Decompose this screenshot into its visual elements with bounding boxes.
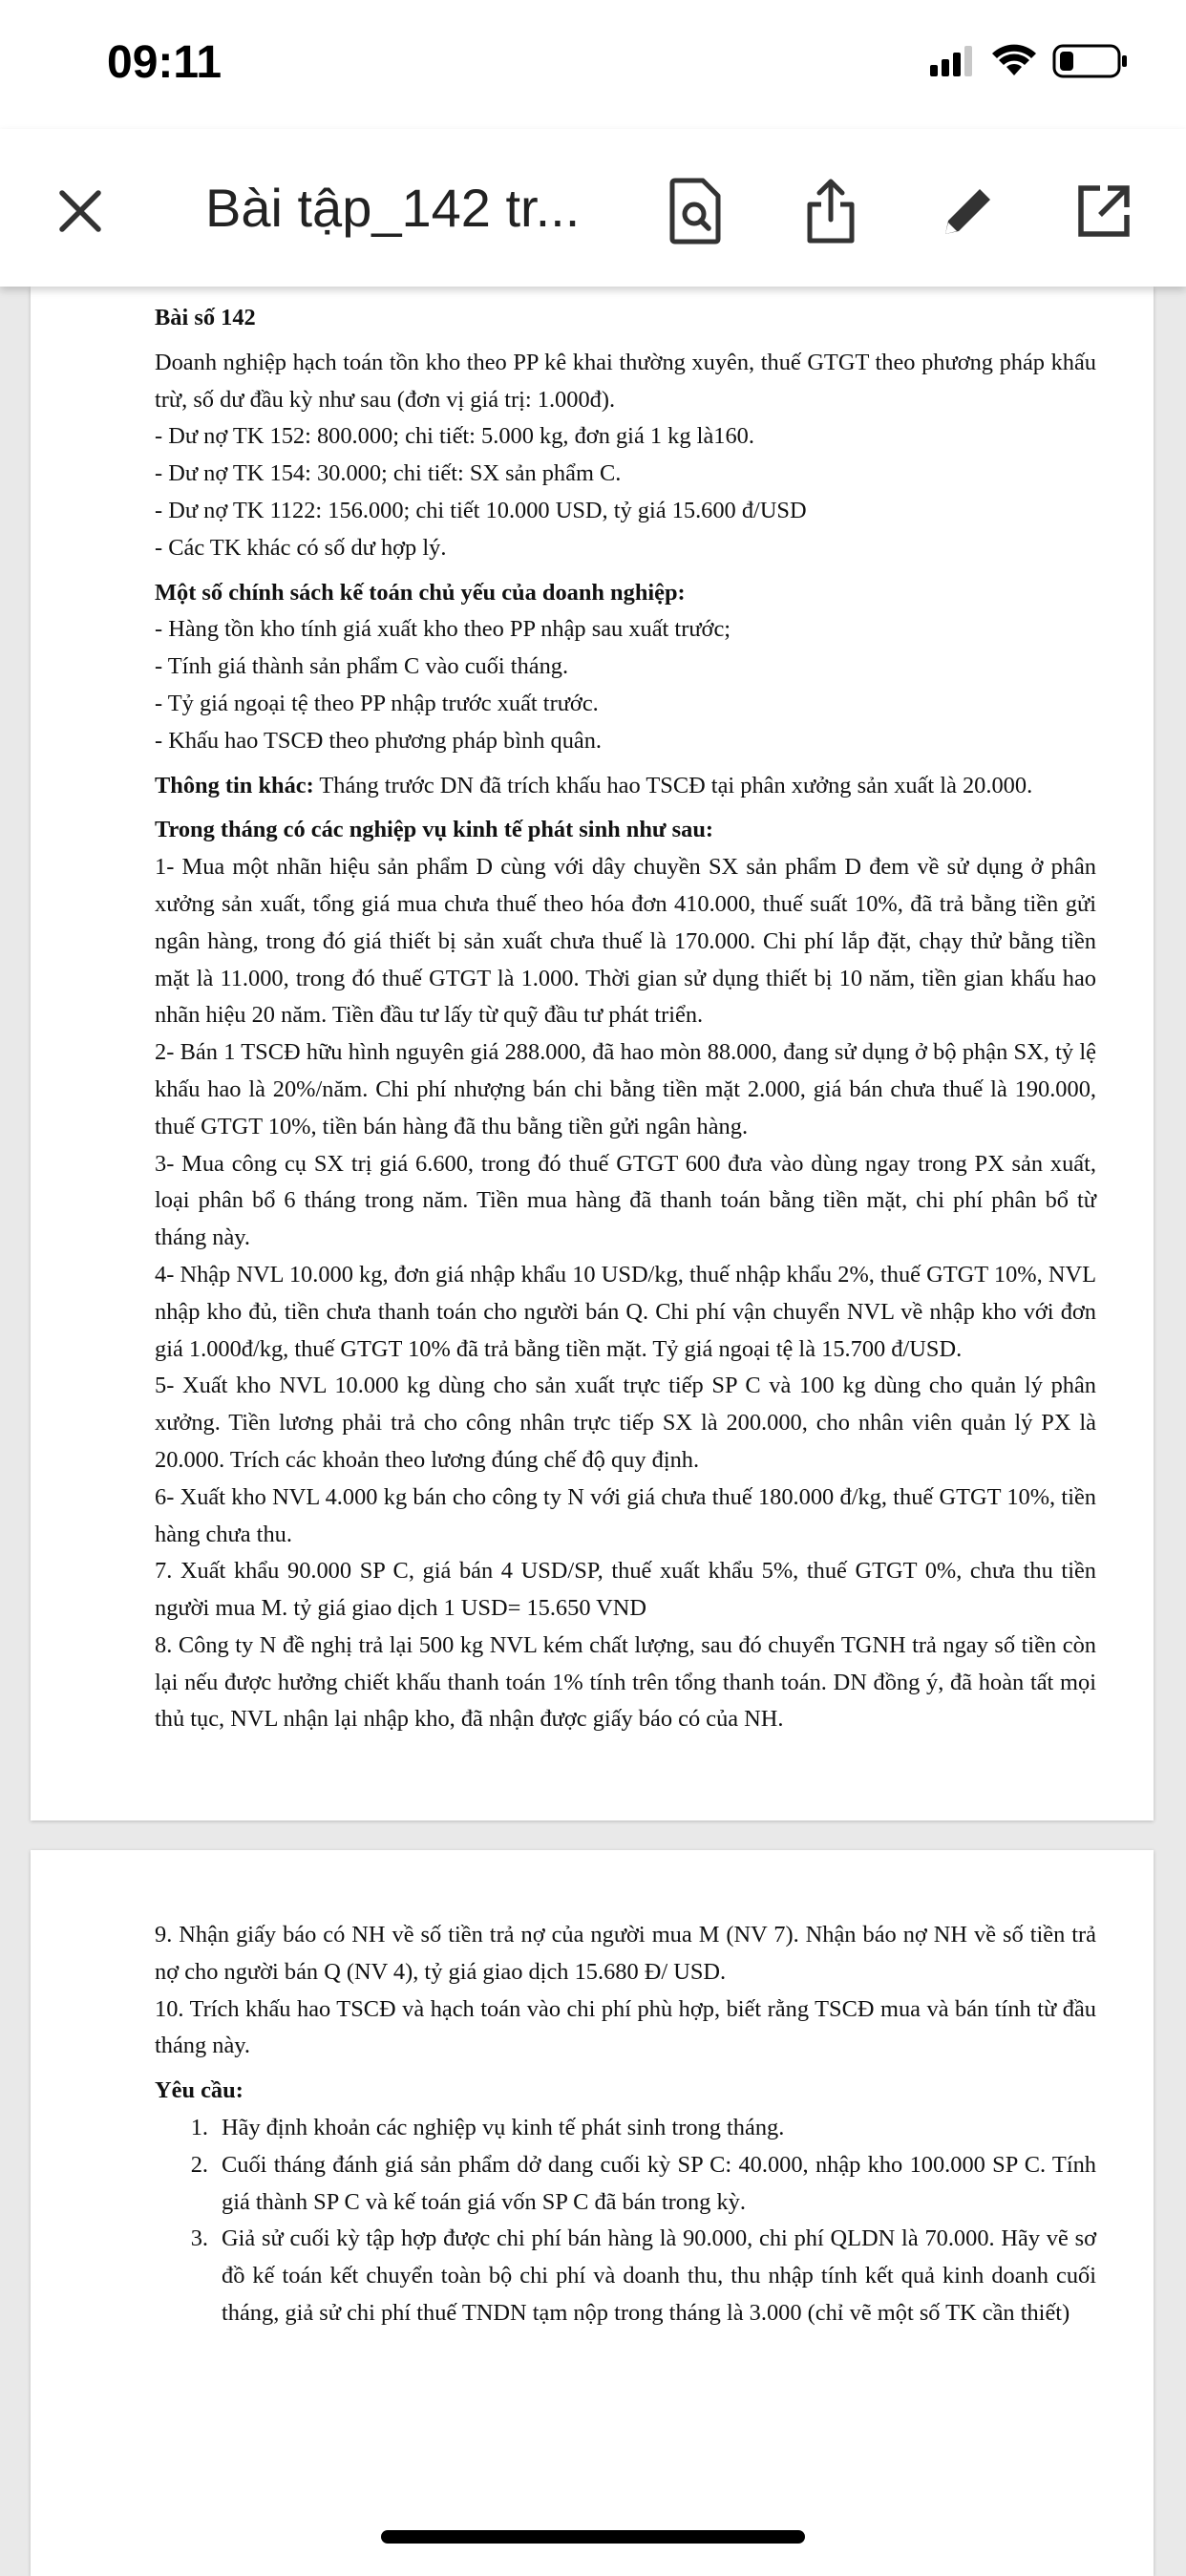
balance-line: - Các TK khác có số dư hợp lý. [155, 534, 447, 561]
transaction-item: 6- Xuất kho NVL 4.000 kg bán cho công ty N với giá chưa thuế 180.000 đ/kg, thuế GTGT 10%, tiền hàng chưa thu. [155, 1483, 1096, 1547]
wifi-icon [991, 44, 1037, 78]
policy-line: - Hàng tồn kho tính giá xuất kho theo PP nhập sau xuất trước; [155, 616, 731, 643]
home-indicator[interactable] [381, 2530, 805, 2544]
edit-button[interactable] [934, 177, 1003, 245]
document-page-2 [31, 1850, 1154, 2576]
policies-heading: Một số chính sách kế toán chủ yếu của doanh nghiệp: [155, 579, 686, 606]
other-info-text: Tháng trước DN đã trích khấu hao TSCĐ tại phân xưởng sản xuất là 20.000. [313, 772, 1033, 798]
transaction-item: 4- Nhập NVL 10.000 kg, đơn giá nhập khẩu 10 USD/kg, thuế nhập khẩu 2%, thuế GTGT 10%, NVL nhập kho đủ, tiền chưa thanh toán cho người bán Q. Chi phí vận chuyển NVL về nhập kho với đơn giá 1.000đ/kg, thuế GTGT 10% đã trả bằng tiền mặt. Tỷ giá ngoại tệ là 15.700 đ/USD. [155, 1261, 1096, 1362]
other-info-label: Thông tin khác: [155, 772, 314, 798]
requirement-number: 1. [190, 2114, 208, 2140]
requirement-item [155, 2147, 1096, 2222]
app-toolbar [0, 129, 1186, 287]
requirement-item [155, 2110, 1096, 2147]
status-time: 09:11 [107, 37, 222, 88]
requirements-heading: Yêu cầu: [155, 2077, 244, 2104]
exercise-heading: Bài số 142 [155, 305, 256, 330]
search-in-document-button[interactable] [661, 177, 730, 245]
balance-line: - Dư nợ TK 154: 30.000; chi tiết: SX sản phẩm C. [155, 460, 622, 487]
status-bar [0, 0, 1186, 129]
balance-line: - Dư nợ TK 1122: 156.000; chi tiết 10.000 USD, tỷ giá 15.600 đ/USD [155, 497, 807, 523]
pencil-icon [940, 182, 997, 240]
close-icon [56, 187, 104, 235]
policy-line: - Khấu hao TSCĐ theo phương pháp bình quân. [155, 727, 603, 754]
other-info-paragraph [155, 768, 1096, 805]
policy-line: - Tính giá thành sản phẩm C vào cuối tháng. [155, 653, 569, 680]
transaction-item: 9. Nhận giấy báo có NH về số tiền trả nợ của người mua M (NV 7). Nhận báo nợ NH về số tiền trả nợ cho người bán Q (NV 4), tỷ giá giao dịch 15.680 Đ/ USD. [155, 1922, 1096, 1985]
transaction-item: 5- Xuất kho NVL 10.000 kg dùng cho sản xuất trực tiếp SP C và 100 kg dùng cho quản lý phân xưởng. Tiền lương phải trả cho công nhân trực tiếp SX là 200.000, cho nhân viên quản lý PX là 20.000. Trích các khoản theo lương đúng chế độ quy định. [155, 1373, 1096, 1473]
status-icons [928, 42, 1129, 80]
document-title: Bài tập_142 tr... [205, 178, 581, 238]
requirement-number: 3. [190, 2225, 208, 2252]
balance-line: - Dư nợ TK 152: 800.000; chi tiết: 5.000 kg, đơn giá 1 kg là160. [155, 423, 754, 450]
battery-icon [1052, 42, 1129, 80]
cellular-signal-icon [928, 44, 976, 78]
share-button[interactable] [796, 177, 865, 245]
share-icon [804, 178, 858, 245]
requirement-text: Cuối tháng đánh giá sản phẩm dở dang cuối kỳ SP C: 40.000, nhập kho 100.000 SP C. Tính giá thành SP C và kế toán giá vốn SP C đã bán trong kỳ. [222, 2151, 1096, 2215]
requirement-text: Hãy định khoản các nghiệp vụ kinh tế phát sinh trong tháng. [222, 2114, 785, 2140]
transaction-item: 2- Bán 1 TSCĐ hữu hình nguyên giá 288.000, đã hao mòn 88.000, đang sử dụng ở bộ phận SX, tỷ lệ khấu hao là 20%/năm. Chi phí nhượng bán chi bằng tiền mặt 2.000, giá bán chưa thuế là 190.000, thuế GTGT 10%, tiền bán hàng đã thu bằng tiền gửi ngân hàng. [155, 1039, 1096, 1139]
transaction-item: 1- Mua một nhãn hiệu sản phẩm D cùng với dây chuyền SX sản phẩm D đem về sử dụng ở phân xưởng sản xuất, tổng giá mua chưa thuế theo hóa đơn 410.000, thuế suất 10%, đã trả bằng tiền gửi ngân hàng, trong đó giá thiết bị sản xuất chưa thuế là 170.000. Chi phí lắp đặt, chạy thử bằng tiền mặt là 11.000, trong đó thuế GTGT là 1.000. Thời gian sử dụng thiết bị 10 năm, tiền gian khấu hao nhãn hiệu 20 năm. Tiền đầu tư lấy từ quỹ đầu tư phát triển. [155, 854, 1096, 1029]
open-external-button[interactable] [1070, 177, 1138, 245]
requirement-item [155, 2221, 1096, 2331]
close-button[interactable] [46, 177, 115, 245]
transactions-heading: Trong tháng có các nghiệp vụ kinh tế phát sinh như sau: [155, 817, 714, 843]
requirements-list [155, 2110, 1096, 2332]
open-in-new-icon [1075, 182, 1133, 240]
policy-line: - Tỷ giá ngoại tệ theo PP nhập trước xuất trước. [155, 690, 599, 716]
transaction-item: 3- Mua công cụ SX trị giá 6.600, trong đó thuế GTGT 600 đưa vào dùng ngay trong PX sản xuất, loại phân bổ 6 tháng trong năm. Tiền mua hàng đã thanh toán bằng tiền mặt, chi phí phân bổ từ tháng này. [155, 1150, 1096, 1251]
intro-paragraph: Doanh nghiệp hạch toán tồn kho theo PP kê khai thường xuyên, thuế GTGT theo phương pháp khấu trừ, số dư đầu kỳ như sau (đơn vị giá trị: 1.000đ). [155, 349, 1096, 413]
document-page-1 [31, 287, 1154, 1820]
document-search-icon [668, 178, 722, 245]
requirement-number: 2. [190, 2151, 208, 2178]
transaction-item: 7. Xuất khẩu 90.000 SP C, giá bán 4 USD/SP, thuế xuất khẩu 5%, thuế GTGT 0%, chưa thu tiền người mua M. tỷ giá giao dịch 1 USD= 15.650 VND [155, 1558, 1096, 1622]
requirement-text: Giả sử cuối kỳ tập hợp được chi phí bán hàng là 90.000, chi phí QLDN là 70.000. Hãy vẽ sơ đồ kế toán kết chuyển toàn bộ chi phí và doanh thu, thu nhập tính kết quả kinh doanh cuối tháng, giả sử chi phí thuế TNDN tạm nộp trong tháng là 3.000 (chỉ vẽ một số TK cần thiết) [222, 2225, 1096, 2326]
transaction-item: 8. Công ty N đề nghị trả lại 500 kg NVL kém chất lượng, sau đó chuyển TGNH trả ngay số tiền còn lại nếu được hưởng chiết khấu thanh toán 1% tính trên tổng thanh toán. DN đồng ý, đã hoàn tất mọi thủ tục, NVL nhận lại nhập kho, đã nhận được giấy báo có của NH. [155, 1631, 1096, 1733]
transaction-item: 10. Trích khấu hao TSCĐ và hạch toán vào chi phí phù hợp, biết rằng TSCĐ mua và bán tính từ đầu tháng này. [155, 1995, 1096, 2059]
